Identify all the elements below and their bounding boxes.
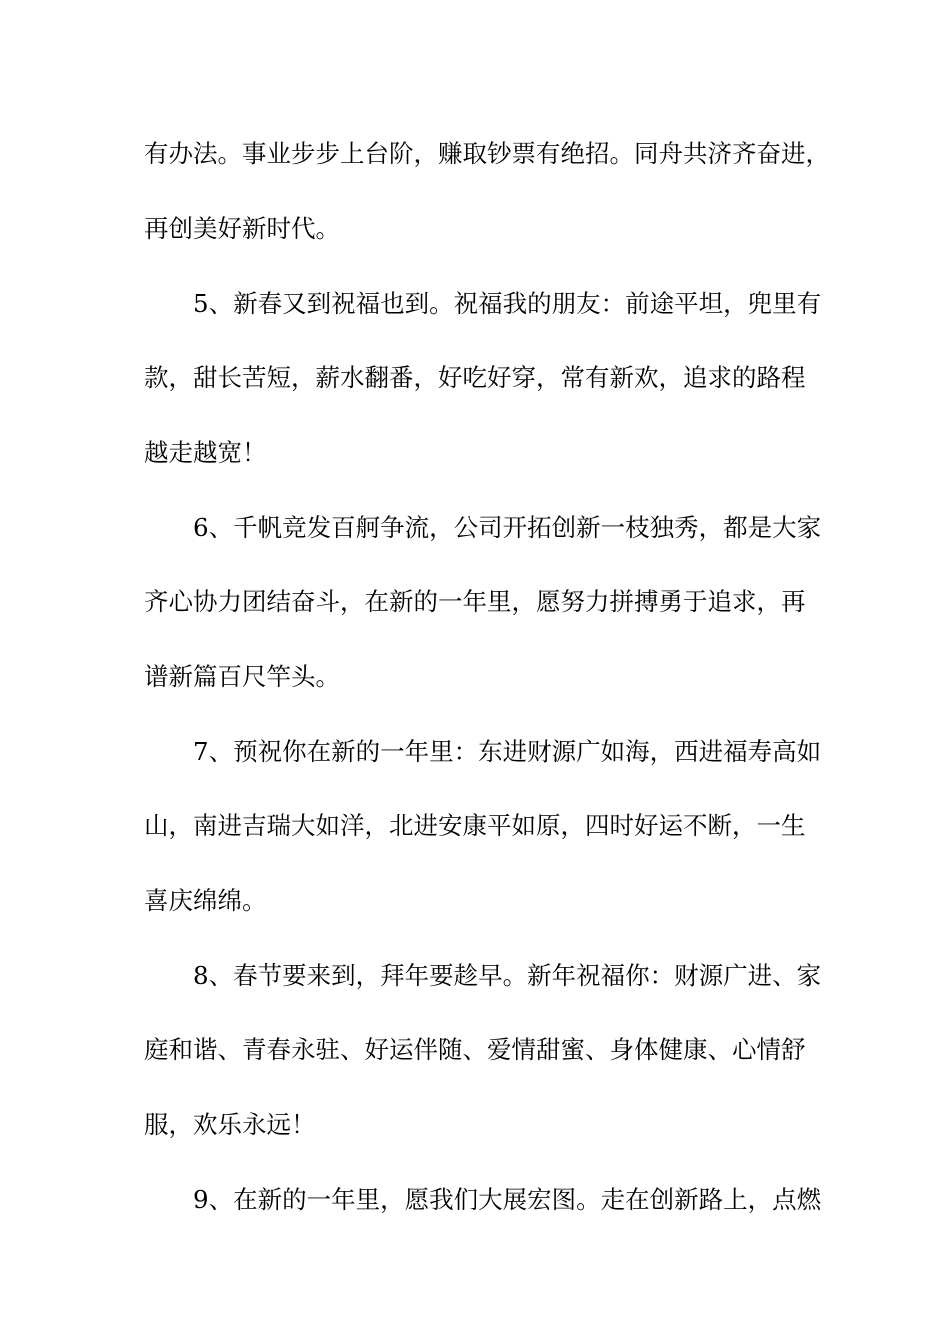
- paragraph-start-line: 7、预祝你在新的一年里：东进财源广如海，西进福寿高如: [193, 737, 822, 766]
- text-line: 有办法。事业步步上台阶，赚取钞票有绝招。同舟共济齐奋进，: [144, 139, 830, 168]
- text-line: 庭和谐、青春永驻、好运伴随、爱情甜蜜、身体健康、心情舒: [144, 1035, 806, 1064]
- paragraph-start-line: 5、新春又到祝福也到。祝福我的朋友：前途平坦，兜里有: [193, 289, 822, 318]
- text-line: 谱新篇百尺竿头。: [144, 662, 340, 691]
- text-line: 喜庆绵绵。: [144, 886, 267, 915]
- paragraph-start-line: 9、在新的一年里，愿我们大展宏图。走在创新路上，点燃: [193, 1185, 822, 1214]
- text-line: 款，甜长苦短，薪水翻番，好吃好穿，常有新欢，追求的路程: [144, 363, 806, 392]
- text-line: 山，南进吉瑞大如洋，北进安康平如原，四时好运不断，一生: [144, 811, 806, 840]
- text-line: 越走越宽！: [144, 438, 267, 467]
- text-line: 服，欢乐永远！: [144, 1110, 316, 1139]
- paragraph-start-line: 8、春节要来到，拜年要趁早。新年祝福你：财源广进、家: [193, 961, 822, 990]
- text-line: 再创美好新时代。: [144, 214, 340, 243]
- text-line: 齐心协力团结奋斗，在新的一年里，愿努力拼搏勇于追求，再: [144, 587, 806, 616]
- paragraph-start-line: 6、千帆竞发百舸争流，公司开拓创新一枝独秀，都是大家: [193, 513, 822, 542]
